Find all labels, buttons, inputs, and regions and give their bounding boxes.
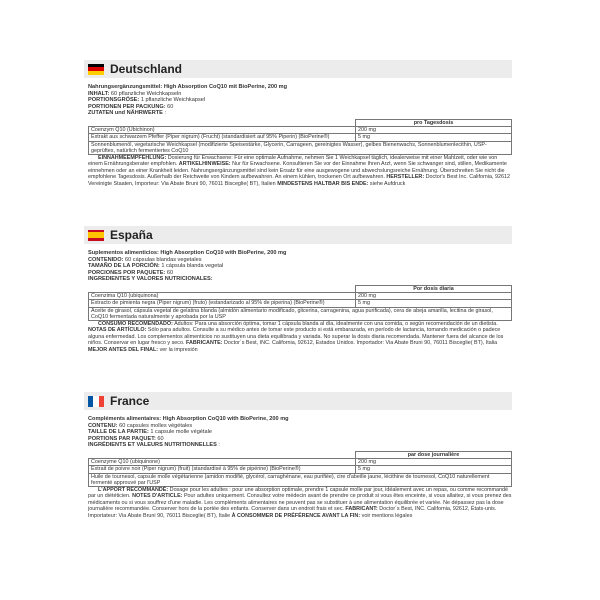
info-line: CONTENU: 60 capsules molles végétales (88, 422, 193, 429)
info-line: PORTIONS PAR PAQUET: 60 (88, 435, 164, 442)
section-espana (88, 226, 512, 353)
table-header-row (89, 119, 512, 126)
info-line: INGREDIENTES Y VALORES NUTRICIONALES: (88, 276, 213, 283)
france-flag-icon (88, 396, 104, 407)
info-line: INGRÉDIENTS ET VALEURS NUTRITIONNELLES : (88, 442, 220, 449)
section-deutschland (88, 60, 512, 187)
ingredient-name: Coenzym Q10 (Ubichinon) (89, 127, 356, 134)
info-line: PORTIONSGRÖSE: 1 pflanzliche Weichkapsel (88, 97, 206, 104)
other-ingredients: Sonnenblumenöl, vegetarische Weichkapsel (modifizierte Speisestärke, Glycerin, Carrageen, gereinigtes Wasser), gelbes Bienenwachs, Sonnenblumenlecithin, USP-geprüftes, natürlich fermentiertes CoQ10 (89, 141, 512, 154)
info-line: ZUTATEN und NÄHRWERTE : (88, 110, 166, 117)
table-row (89, 473, 512, 486)
country-name: España (110, 228, 153, 242)
flag-stripe (88, 71, 104, 75)
info-line: TAILLE DE LA PARTIE: 1 capsule molle végétale (88, 429, 212, 436)
nutrition-table (88, 451, 512, 487)
product-info (88, 250, 512, 283)
ingredient-amount: 5 mg (356, 134, 512, 141)
ingredient-name: Extracto de pimienta negra (Piper nigrum) (fruto) (estandarizado al 95% de piperina) (BioPerine®) (89, 300, 356, 307)
section-france (88, 392, 512, 519)
nutrition-table (88, 119, 512, 155)
country-header (84, 226, 512, 244)
product-title: Compléments alimentaires: High Absorption CoQ10 with BioPerine, 200 mg (88, 416, 289, 422)
usage-paragraph: L'APPORT RECOMMANDÉ: Dosage pour les adultes : pour une absorption optimale, prendre 1 capsule molle par jour, idéalement avec un repas, ou comme recommandé par un diététicien. NOTES D'ARTICLE: Pour adultes uniquement. Consultez votre médecin avant de prendre ce produit si vous êtes enceinte, si vous allaitez, si vous prenez des médicaments ou si vous souffrez d'une maladie. Les compléments alimentaires ne peuvent pas se substituer à une alimentation équilibrée et variée. Ne dépassez pas la dose journalière recommandée. Conserver hors de la portée des enfants. Conserver dans un endroit frais et sec. FABRICANT: Doctor´s Best, INC. California, 92612, États-unis. Importateur: Via Abate Bruni 90, 76011 Bisceglie( BT), Italie À CONSOMMER DE PRÉFÉRENCE AVANT LA FIN: voir mentions légales (88, 486, 512, 519)
info-line: PORCIONES POR PAQUETE: 60 (88, 269, 174, 276)
ingredient-name: Extrait de poivre noir (Piper nigrum) (fruit) (standardisé à 95% de pipérine) (BioPerine®) (89, 466, 356, 473)
nutrition-table (88, 285, 512, 321)
table-row (89, 293, 512, 300)
country-name: France (110, 394, 150, 408)
ingredient-amount: 5 mg (356, 466, 512, 473)
product-info (88, 416, 512, 449)
country-name: Deutschland (110, 62, 183, 76)
ingredient-amount: 200 mg (356, 459, 512, 466)
column-header: Por dosis diaria (356, 285, 512, 292)
germany-flag-icon (88, 64, 104, 75)
table-row (89, 134, 512, 141)
table-header-row (89, 285, 512, 292)
product-info (88, 84, 512, 117)
usage-paragraph: CONSUMO RECOMENDADO: Adultos: Para una absorción óptima, tomar 1 cápsula blanda al día, idealmente con una comida, o según recomendación de un dietista. NOTAS DE ARTÍCULO: Sólo para adultos. Consulte a su médico antes de tomar este producto si está embarazada, en período de lactancia, tomando medicación o padece alguna enfermedad. Los complementos alimenticios no sustituyen una dieta equilibrada y variada. No superar la dosis diaria recomendada. Mantener fuera del alcance de los niños. Conservar en lugar fresco y seco. FABRICANTE: Doctor´s Best, INC. California, 92612, Estados Unidos. Importador: Via Abate Bruni 90, 76011 Bisceglie( BT), Italia MEJOR ANTES DEL FINAL: ver la impresión (88, 320, 504, 353)
table-row (89, 141, 512, 154)
table-row (89, 459, 512, 466)
ingredient-name: Coenzima Q10 (ubiquinona) (89, 293, 356, 300)
country-header (84, 60, 512, 78)
ingredient-amount: 5 mg (356, 300, 512, 307)
ingredient-amount: 200 mg (356, 293, 512, 300)
flag-stripe (99, 396, 104, 407)
ingredient-name: Extrakt aus schwarzem Pfeffer (Piper nigrum) (Frucht) (standardisiert auf 95% Piperin) (BioPerine®) (89, 134, 356, 141)
flag-stripe (88, 238, 104, 241)
table-row (89, 300, 512, 307)
product-title: Suplementos alimenticios: High Absorption CoQ10 with BioPerine, 200 mg (88, 250, 287, 256)
info-line: PORTIONEN PER PACKUNG: 60 (88, 103, 174, 110)
other-ingredients: Aceite de girasol, cápsula vegetal de gelatina blanda (almidón alimentario modificado, glicerina, carragenina, agua purificada), cera de abeja amarilla, lecitina de girasol, CoQ10 fermentada naturalmente y aprobada por la USP (89, 307, 512, 320)
ingredient-amount: 200 mg (356, 127, 512, 134)
info-line: TAMAÑO DE LA PORCIÓN: 1 cápsula blanda vegetal (88, 263, 224, 270)
table-row (89, 466, 512, 473)
info-line: INHALT: 60 pflanzliche Weichkapseln (88, 90, 182, 97)
column-header: pro Tagesdosis (356, 119, 512, 126)
country-header (84, 392, 512, 410)
table-header-row (89, 451, 512, 458)
product-title: Nahrungsergänzungsmittel: High Absorption CoQ10 mit BioPerine, 200 mg (88, 84, 288, 90)
other-ingredients: Huile de tournesol, capsule molle végétarienne (amidon modifié, glycérol, carraghénane, eau purifiée), cire d'abeille jaune, lécithine de tournesol, CoQ10 naturellement fermenté approuvé par l'USP (89, 473, 512, 486)
table-row (89, 127, 512, 134)
spain-flag-icon (88, 230, 104, 241)
ingredient-name: Coenzyme Q10 (ubiquinone) (89, 459, 356, 466)
table-row (89, 307, 512, 320)
usage-paragraph: EINNAHMEEMPFEHLUNG: Dosierung für Erwachsene: Für eine optimale Aufnahme, nehmen Sie 1 Weichkapsel täglich, idealerweise mit einer Mahlzeit, oder wie von einem Ernährungsberater empfohlen. ARTIKELHINWEISE: Nur für Erwachsene. Konsultieren Sie vor der Einnahme Ihren Arzt, wenn Sie schwanger sind, stillen, Medikamente einnehmen oder an einer Krankheit leiden. Nahrungsergänzungsmittel sind kein Ersatz für eine ausgewogene und abwechslungsreiche Ernährung. Überschreiten Sie nicht die empfohlene Tagesdosis. Außerhalb der Reichweite von Kindern aufbewahren. An einem kühlen, trockenen Ort aufbewahren. HERSTELLER: Doctor's Best Inc. California, 92612 Vereinigte Staaten, Importeur: Via Abate Bruni 90, 76011 Bisceglie( BT), Italien MINDESTENS HALTBAR BIS ENDE: siehe Aufdruck (88, 154, 510, 187)
info-line: CONTENIDO: 60 cápsulas blandas vegetales (88, 256, 202, 263)
column-header: par dose journalière (356, 451, 512, 458)
